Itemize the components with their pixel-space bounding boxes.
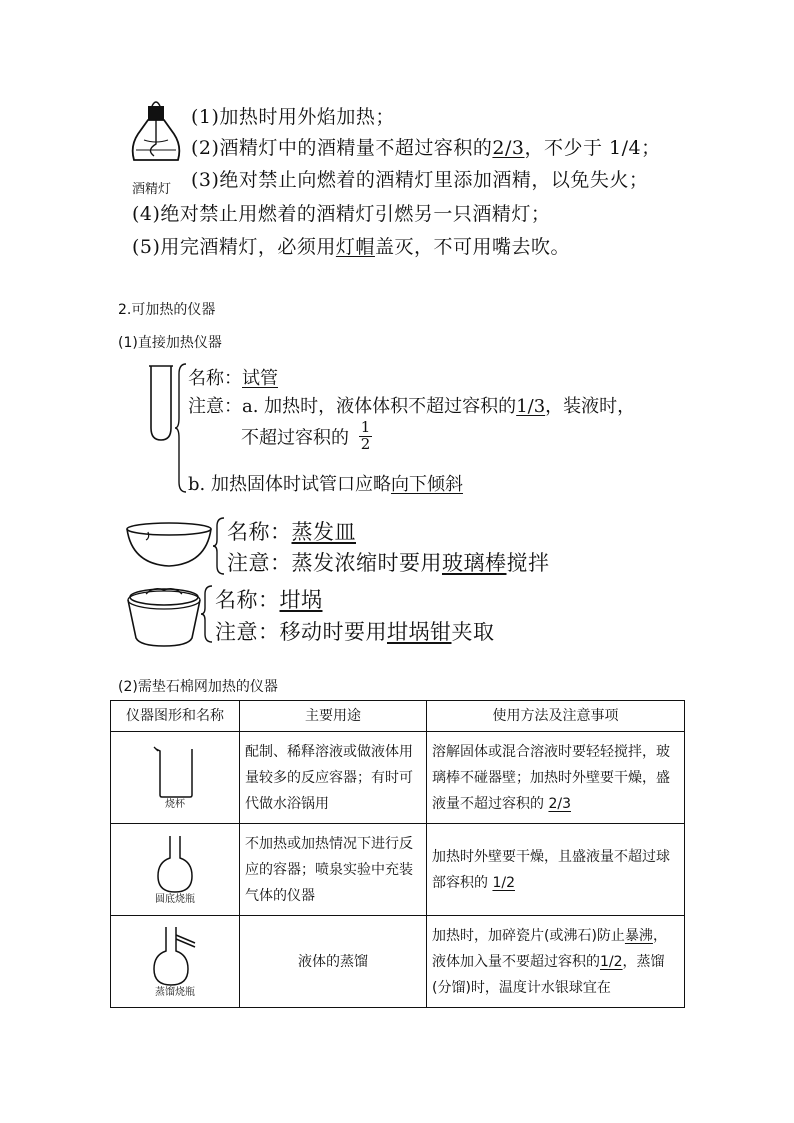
- table-cell-figure: [111, 732, 240, 824]
- table-header-row: [111, 701, 685, 732]
- test-tube-note-b: b. 加热固体时试管口应略向下倾斜: [188, 474, 463, 495]
- evaporating-dish-note-blank: 玻璃棒: [442, 551, 507, 575]
- section-2-sub2: (2)需垫石棉网加热的仪器: [118, 679, 278, 695]
- table-cell-use: 不加热或加热情况下进行反应的容器；喷泉实验中充装气体的仪器: [240, 824, 427, 916]
- table-header-cell: 仪器图形和名称: [111, 701, 240, 732]
- lamp-rule-5: (5)用完酒精灯，必须用灯帽盖灭，不可用嘴去吹。: [132, 236, 570, 258]
- evaporating-dish-icon: [124, 520, 214, 570]
- test-tube-icon: [148, 364, 174, 442]
- test-tube-brace-icon: [174, 362, 188, 494]
- round-bottom-flask-label: 圆底烧瓶: [155, 893, 195, 905]
- alcohol-lamp-icon: [124, 100, 188, 180]
- test-tube-note-a-blank: 1/3: [516, 396, 546, 417]
- test-tube-fraction: $\frac{1}{2}$: [360, 418, 371, 453]
- beaker-label: 烧杯: [165, 798, 185, 810]
- distillation-flask-label: 蒸馏烧瓶: [155, 986, 195, 998]
- beaker-icon: [152, 745, 198, 799]
- test-tube-note-a-line2: 不超过容积的 $\frac{1}{2}$: [241, 418, 371, 453]
- lamp-rule-2-blank: 2/3: [492, 137, 525, 159]
- lamp-rule-2: (2)酒精灯中的酒精量不超过容积的2/3，不少于 1/4；: [191, 137, 661, 159]
- table-cell-note: 加热时外壁要干燥，且盛液量不超过球部容积的 1/2: [427, 824, 685, 916]
- lamp-rule-3: (3)绝对禁止向燃着的酒精灯里添加酒精，以免失火；: [191, 169, 649, 191]
- evaporating-dish-note: 注意：蒸发浓缩时要用玻璃棒搅拌: [227, 551, 550, 575]
- round-bottom-flask-icon: [155, 834, 195, 894]
- test-tube-name: 名称：试管: [188, 368, 278, 389]
- crucible-name: 名称：坩埚: [215, 588, 323, 612]
- test-tube-name-value: 试管: [242, 368, 278, 389]
- table-note-blank: 2/3: [548, 795, 571, 812]
- crucible-note-blank: 坩埚钳: [387, 620, 452, 644]
- table-cell-figure: [111, 916, 240, 1008]
- table-cell-note: 溶解固体或混合溶液时要轻轻搅拌，玻璃棒不碰器壁；加热时外壁要干燥，盛液量不超过容积的 2/3: [427, 732, 685, 824]
- table-row: [111, 824, 685, 916]
- evaporating-dish-name: 名称：蒸发皿: [227, 520, 356, 544]
- lamp-rule-4: (4)绝对禁止用燃着的酒精灯引燃另一只酒精灯；: [132, 203, 551, 225]
- table-row: [111, 916, 685, 1008]
- alcohol-lamp-label: 酒精灯: [132, 182, 172, 197]
- table-cell-note: 加热时，加碎瓷片(或沸石)防止暴沸，液体加入量不要超过容积的1/2，蒸馏(分馏)时，温度计水银球宜在: [427, 916, 685, 1008]
- table-row: [111, 732, 685, 824]
- table-note-blank: 1/2: [492, 874, 515, 891]
- distillation-flask-icon: [151, 925, 199, 987]
- crucible-brace-icon: [200, 584, 214, 644]
- table-note-blank: 1/2: [600, 953, 623, 970]
- test-tube-note-b-blank: 向下倾斜: [390, 474, 463, 495]
- lamp-rule-1: (1)加热时用外焰加热；: [191, 106, 395, 128]
- evaporating-dish-brace-icon: [212, 516, 226, 576]
- alcohol-lamp-figure: [124, 100, 188, 196]
- crucible-name-value: 坩埚: [279, 588, 323, 612]
- table-header-cell: 主要用途: [240, 701, 427, 732]
- crucible-note: 注意：移动时要用坩埚钳夹取: [215, 620, 495, 644]
- table-cell-use: 配制、稀释溶液或做液体用量较多的反应容器；有时可代做水浴锅用: [240, 732, 427, 824]
- lamp-rule-5-blank: 灯帽: [335, 236, 375, 258]
- section-2-sub1: (1)直接加热仪器: [118, 335, 222, 351]
- instrument-table: [110, 700, 685, 1008]
- table-cell-figure: [111, 824, 240, 916]
- test-tube-note-a: 注意：a. 加热时，液体体积不超过容积的1/3，装液时，: [188, 396, 636, 417]
- table-header-cell: 使用方法及注意事项: [427, 701, 685, 732]
- evaporating-dish-name-value: 蒸发皿: [291, 520, 356, 544]
- table-cell-use: 液体的蒸馏: [240, 916, 427, 1008]
- section-2-title: 2.可加热的仪器: [118, 302, 216, 318]
- crucible-icon: [124, 584, 204, 648]
- table-note-blank: 暴沸: [624, 927, 653, 944]
